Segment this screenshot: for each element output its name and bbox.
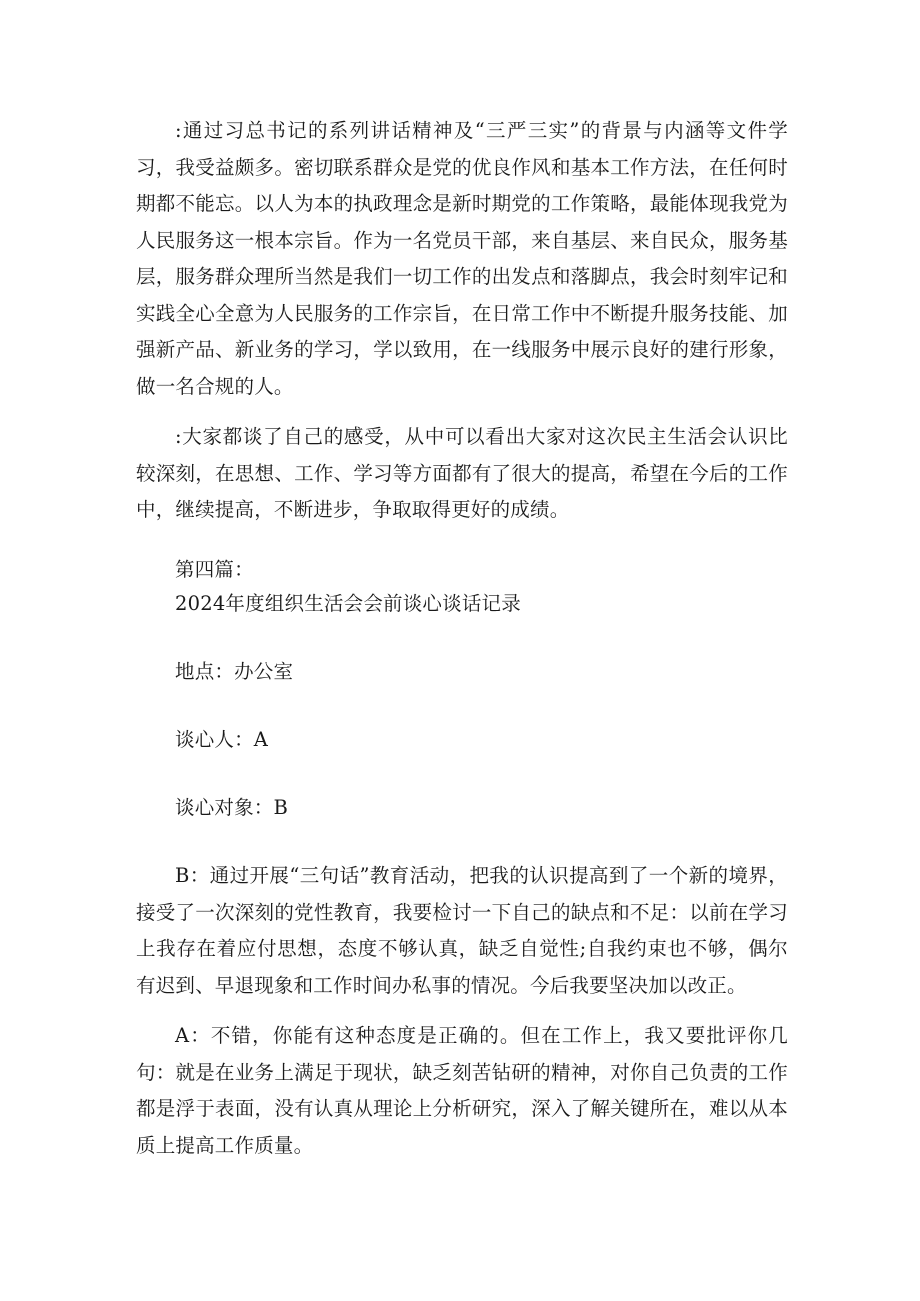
section-title: 2024年度组织生活会会前谈心谈话记录: [175, 592, 521, 615]
meeting-location: 地点：办公室: [175, 660, 294, 683]
paragraph-b-statement: B：通过开展“三句话”教育活动，把我的认识提高到了一个新的境界，接受了一次深刻的党性教育，我要检讨一下自己的缺点和不足：以前在学习上我存在着应付思想，态度不够认真，缺乏自觉性;自我约束也不够，偶尔有迟到、早退现象和工作时间办私事的情况。今后我要坚决加以改正。: [136, 864, 788, 997]
meeting-subject: 谈心对象：B: [175, 796, 289, 819]
paragraph-a-statement: A：不错，你能有这种态度是正确的。但在工作上，我又要批评你几句：就是在业务上满足于现状，缺乏刻苦钻研的精神，对你自己负责的工作都是浮于表面，没有认真从理论上分析研究，深入了解关键所在，难以从本质上提高工作质量。: [136, 1024, 788, 1157]
section-heading: 第四篇：: [175, 558, 254, 581]
meeting-talker: 谈心人：A: [175, 728, 269, 751]
paragraph-study-reflection: :通过习总书记的系列讲话精神及“三严三实”的背景与内涵等文件学习，我受益颇多。密切联系群众是党的优良作风和基本工作方法，在任何时期都不能忘。以人为本的执政理念是新时期党的工作策略，最能体现我党为人民服务这一根本宗旨。作为一名党员干部，来自基层、来自民众，服务基层，服务群众理所当然是我们一切工作的出发点和落脚点，我会时刻牢记和实践全心全意为人民服务的工作宗旨，在日常工作中不断提升服务技能、加强新产品、新业务的学习，学以致用，在一线服务中展示良好的建行形象，做一名合规的人。: [136, 119, 788, 398]
paragraph-summary: :大家都谈了自己的感受，从中可以看出大家对这次民主生活会认识比较深刻，在思想、工作、学习等方面都有了很大的提高，希望在今后的工作中，继续提高，不断进步，争取取得更好的成绩。: [136, 425, 788, 521]
